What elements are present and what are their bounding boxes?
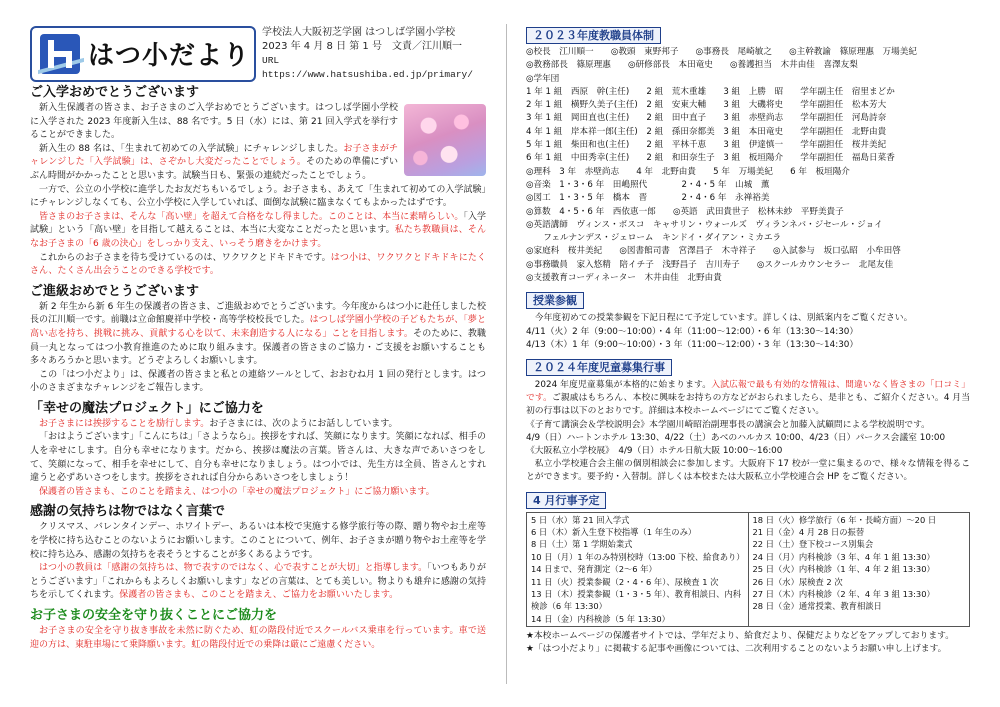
event-item: 14 日（金）内科検診（5 年 13:30） [531, 613, 670, 624]
staff-row: ◎図工 1・3・5 年 橋本 晋 2・4・6 年 永禅裕美 [526, 193, 770, 204]
staff-row: ◎学年団 [526, 73, 560, 84]
cherry-blossom-image [404, 104, 486, 176]
event-item: 22 日（土）登下校コース別集会 [752, 539, 874, 550]
staff-row: ◎算数 4・5・6 年 西依恵一郎 ◎英語 武田貴世子 松林未紗 平野美貴子 [526, 206, 844, 217]
masthead [30, 24, 486, 80]
paragraph: この「はつ小だより」は、保護者の皆さまと私との連絡ツールとして、おおむね月 1 回の発行とします。はつ小のさまざまなチャレンジをご報告します。 [30, 369, 486, 394]
event-item: 10 日（月）1 年のみ特別校時（13:00 下校、給食あり）14 日まで、発育測定（2～6 年） [531, 551, 741, 575]
staff-row: 2 年 1 組 横野久美子(主任) 2 組 安東大輔 3 組 大磯将史 学年副担任 松本芳大 [526, 100, 887, 111]
event-item: 28 日（金）通常授業、教育相談日 [752, 601, 882, 612]
section-title: ご進級おめでとうございます [30, 283, 200, 299]
section-april-events [526, 489, 970, 628]
left-column [30, 24, 486, 684]
staff-row: ◎支援教育コーディネーター 木井由佳 北野由貴 [526, 273, 722, 284]
events-left-cell [527, 512, 749, 627]
staff-row: ◎家庭科 桜井美紀 ◎図書館司書 宮澤昌子 木寺祥子 ◎入試参与 坂口弘昭 小牟田啓 [526, 246, 901, 257]
paragraph: 《大阪私立小学校展》 4/9（日）ホテル日航大阪 10:00～16:00 [526, 445, 783, 456]
section-title: 4 月行事予定 [526, 492, 606, 509]
event-item: 8 日（土）第 1 学期始業式 [531, 539, 633, 550]
event-item: 11 日（火）授業参観（2・4・6 年）、尿検査 1 次 [531, 576, 719, 587]
section-greeting-project [30, 400, 486, 500]
section-title: お子さまの安全を守り抜くことにご協力を [30, 608, 278, 623]
school-logo-icon [40, 34, 80, 74]
author: 文責／江川順一 [391, 41, 462, 52]
staff-row: ◎理科 3 年 赤壁尚志 4 年 北野由貴 5 年 万場美紀 6 年 板垣陽介 [526, 166, 850, 177]
section-safety [30, 607, 486, 652]
staff-row: 4 年 1 組 岸本祥一郎(主任) 2 組 孫田奈都美 3 組 本田竜史 学年副担任 北野由貴 [526, 126, 887, 137]
staff-row: 6 年 1 組 中田秀幸(主任) 2 組 和田奈生子 3 組 板垣陽介 学年副担任 福島日菜香 [526, 153, 895, 164]
staff-row: 5 年 1 組 柴田和也(主任) 2 組 平林千恵 3 組 伊達慎一 学年副担任 桜井美紀 [526, 140, 887, 151]
section-recruitment [526, 356, 970, 485]
section-title: ご入学おめでとうございます [30, 85, 200, 100]
paragraph: お子さまの安全を守り抜き事故を未然に防ぐため、虹の階段付近でスクールバス乗車を行っています。車で送迎の方は、東駐車場にて乗降願います。虹の階段付近での乗降は厳にご遠慮ください。 [30, 626, 486, 650]
event-item: 26 日（水）尿検査 2 次 [752, 576, 843, 587]
newsletter-title: はつ小だより [88, 41, 251, 71]
school-name: 学校法人大阪初芝学園 はつしば学園小学校 [262, 27, 456, 38]
school-url-link[interactable]: https://www.hatsushiba.ed.jp/primary/ [262, 69, 473, 80]
paragraph: 私立小学校連合会主催の個別相談会に参加します。大阪府下 17 校が一堂に集まるので、様々な情報を得ることができます。要予約・入替制。詳しくは本校または大阪私立小学校連合会 HP をご覧ください。 [526, 459, 970, 483]
section-staff [526, 24, 970, 285]
staff-row: ◎英語講師 ヴィンス・ボスコ キャサリン・ウォールズ ヴィランネバ・ジセール・ジョイ [526, 219, 883, 230]
paragraph: 「おはようございます」「こんにちは」「さようなら」。挨拶をすれば、笑顔になります。笑顔になれば、相手の人を幸せにします。自分も幸せになります。だから、挨拶は魔法の言葉。皆さんは、大きな声であいさつをして、笑顔になって、相手を幸せにして、自分も幸せになりましょう。はつ小では、先生方は全員、皆さんとすれ違うと必ずあいさつをします。挨拶をされれば自分からあいさつをしましょう！ [30, 432, 486, 484]
events-right-cell [748, 512, 970, 627]
title-box [30, 26, 256, 82]
event-item: 18 日（火）修学旅行（6 年・長崎方面）～20 日 [752, 514, 937, 525]
section-title: 感謝の気持ちは物ではなく言葉で [30, 504, 226, 520]
footnote: ★本校ホームページの保護者サイトでは、学年だより、給食だより、保健だよりなどをアップしております。 [526, 631, 955, 642]
event-item: 6 日（木）新入生登下校指導（1 年生のみ） [531, 526, 697, 537]
issue-date: 2023 年 4 月 8 日 第 1 号 [262, 41, 382, 52]
section-admission [30, 84, 486, 279]
schedule-line: 4/13（木）1 年（9:00～10:00）・3 年（11:00～12:00）・3 年（13:30～14:30） [526, 339, 859, 350]
paragraph: 4/9（日）ハートンホテル 13:30、4/22（土）あべのハルカス 10:00、4/23（日）パークス会議室 10:00 [526, 432, 946, 443]
right-column [526, 24, 970, 684]
staff-row: 3 年 1 組 岡田直也(主任) 2 組 田中直子 3 組 赤壁尚志 学年副担任 河島詩奈 [526, 113, 887, 124]
section-gratitude [30, 503, 486, 603]
paragraph: 一方で、公立の小学校に進学したお友だちもいるでしょう。お子さまも、あえて「生まれて初めての入学試験」にチャレンジしなくても、公立小学校に入学していれば、面倒な試験に臨まなくてもよかったはずです。 [30, 184, 486, 209]
event-item: 27 日（木）内科検診（2 年、4 年 3 組 13:30） [752, 589, 935, 600]
masthead-info [262, 26, 486, 82]
section-promotion [30, 283, 486, 396]
event-item: 21 日（金）4 月 28 日の振替 [752, 526, 865, 537]
paragraph: 《子育て講演会＆学校説明会》本学園川崎昭治副理事長の講演会と加藤入試顧問による学校説明です。 [526, 419, 930, 430]
section-title: 「幸せの魔法プロジェクト」にご協力を [30, 400, 264, 416]
staff-row: ◎事務職員 家入悠精 陪イチ子 浅野昌子 吉川寿子 ◎スクールカウンセラー 北尾友佳 [526, 259, 894, 270]
schedule-line: 4/11（火）2 年（9:00～10:00）・4 年（11:00～12:00）・6 年（13:30～14:30） [526, 326, 859, 337]
section-title: ２０２３年度教職員体制 [526, 27, 661, 44]
paragraph: 2024 年度児童募集が本格的に始まります。入試広報で最も有効的な情報は、間違いなく皆さまの「口コミ」です。ご親戚はもちろん、本校に興味をお持ちの方などがおられましたら、是非とも、ご紹介ください。4 月当初の行事は以下のとおりです。詳細は本校ホームページにてご覧ください。 [526, 379, 970, 417]
paragraph: クリスマス、バレンタインデー、ホワイトデー、あるいは本校で実施する修学旅行等の際、贈り物やお土産等を学校に持ち込むことのないようにお願いします。このことについて、例年、お子さまが贈り物やお土産等を学校に持ち込み、感謝の気持ちを表そうとすることが多くあるようです。 [30, 522, 486, 560]
section-title: ２０２４年度児童募集行事 [526, 359, 672, 376]
staff-row: ◎教務部長 篠原理惠 ◎研修部長 本田竜史 ◎養護担当 木井由佳 喜澤友梨 [526, 60, 858, 71]
column-divider [506, 24, 507, 684]
section-title: 授業参観 [526, 292, 584, 309]
paragraph: 新 2 年生から新 6 年生の保護者の皆さま、ご進級おめでとうございます。今年度からはつ小に赴任しました校長の江川順一です。前職は立命館慶祥中学校・高等学校校長でした。はつしば学園小学校の子どもたちが、「夢と高い志を持ち、挑戦に挑み、貢献する心を以て、未来創造する人になる」ことを目指します。そのために、教職員一丸となってはつ小教育推進のために取り組みます。保護者の皆さまのご協力・ご支援をお願いすることも多々あろうかと思います。どうぞよろしくお願いします。 [30, 301, 486, 367]
url-label: URL [262, 55, 280, 66]
footnotes [526, 630, 970, 656]
staff-row: ◎校長 江川順一 ◎教頭 東野邦子 ◎事務長 尾崎敏之 ◎主幹教諭 篠原理惠 万場美紀 [526, 47, 917, 57]
paragraph: 新入生の 88 名は、「生まれて初めての入学試験」にチャレンジしました。お子さまがチャレンジした「入学試験」は、さぞかし大変だったことでしょう。そのための準備にずいぶん時間がかかったことと思います。試験当日も、緊張の連続だったことでしょう。 [30, 143, 398, 181]
paragraph: これからのお子さまを待ち受けているのは、ワクワクとドキドキです。はつ小は、ワクワクとドキドキにたくさん、たくさん出会うことのできる学校です。 [30, 252, 486, 277]
staff-row: ◎音楽 1・3・6 年 田嶋照代 2・4・5 年 山城 薫 [526, 179, 770, 190]
staff-row: 1 年 1 組 西原 幹(主任) 2 組 荒木重雄 3 組 上勝 昭 学年副主任 宿里まどか [526, 86, 895, 97]
events-table [526, 512, 970, 628]
staff-list [526, 46, 970, 285]
event-item: 25 日（火）内科検診（1 年、4 年 2 組 13:30） [752, 564, 935, 575]
event-item: 5 日（水）第 21 回入学式 [531, 514, 630, 525]
paragraph: はつ小の教員は「感謝の気持ちは、物で表すのではなく、心で表すことが大切」と指導します。「いつもありがとうございます」「これからもよろしくお願いします」などの言葉は、とても美しい。物よりも雄弁に感謝の気持ちを示してくれます。保護者の皆さまも、このことを踏まえ、ご協力をお願いいたします。 [30, 563, 486, 601]
event-item: 13 日（木）授業参観（1・3・5 年）、教育相談日、内科検診（6 年 13:30） [531, 589, 742, 612]
staff-row: フェルナンデス・ジェローム キンドイ・ダイアン・ミカエラ [526, 233, 782, 244]
paragraph: お子さまには挨拶することを励行します。お子さまには、次のようにお話ししています。 [39, 418, 398, 429]
paragraph: 今年度初めての授業参観を下記日程にて予定しています。詳しくは、別紙案内をご覧ください。 [534, 313, 913, 324]
paragraph: 保護者の皆さまも、このことを踏まえ、はつ小の「幸せの魔法プロジェクト」にご協力願います。 [39, 486, 435, 497]
paragraph: 新入生保護者の皆さま、お子さまのご入学おめでとうございます。はつしば学園小学校に入学された 2023 年度新入生は、88 名です。5 日（水）には、第 21 回入学式を挙行することができました。 [30, 103, 398, 141]
event-item: 24 日（月）内科検診（3 年、4 年 1 組 13:30） [752, 551, 935, 562]
footnote: ★「はつ小だより」に掲載する記事や画像については、二次利用することのないようお願い申し上げます。 [526, 644, 947, 655]
section-class-visit [526, 289, 970, 352]
paragraph: 皆さまのお子さまは、そんな「高い壁」を超えて合格をなし得ました。このことは、本当に素晴らしい。「入学試験」という「高い壁」を目指して越えることは、本当に大変なことだったと思います。私たち教職員は、そんなお子さまの「6 歳の決心」をしっかり支え、いっそう磨きをかけます。 [30, 211, 486, 249]
